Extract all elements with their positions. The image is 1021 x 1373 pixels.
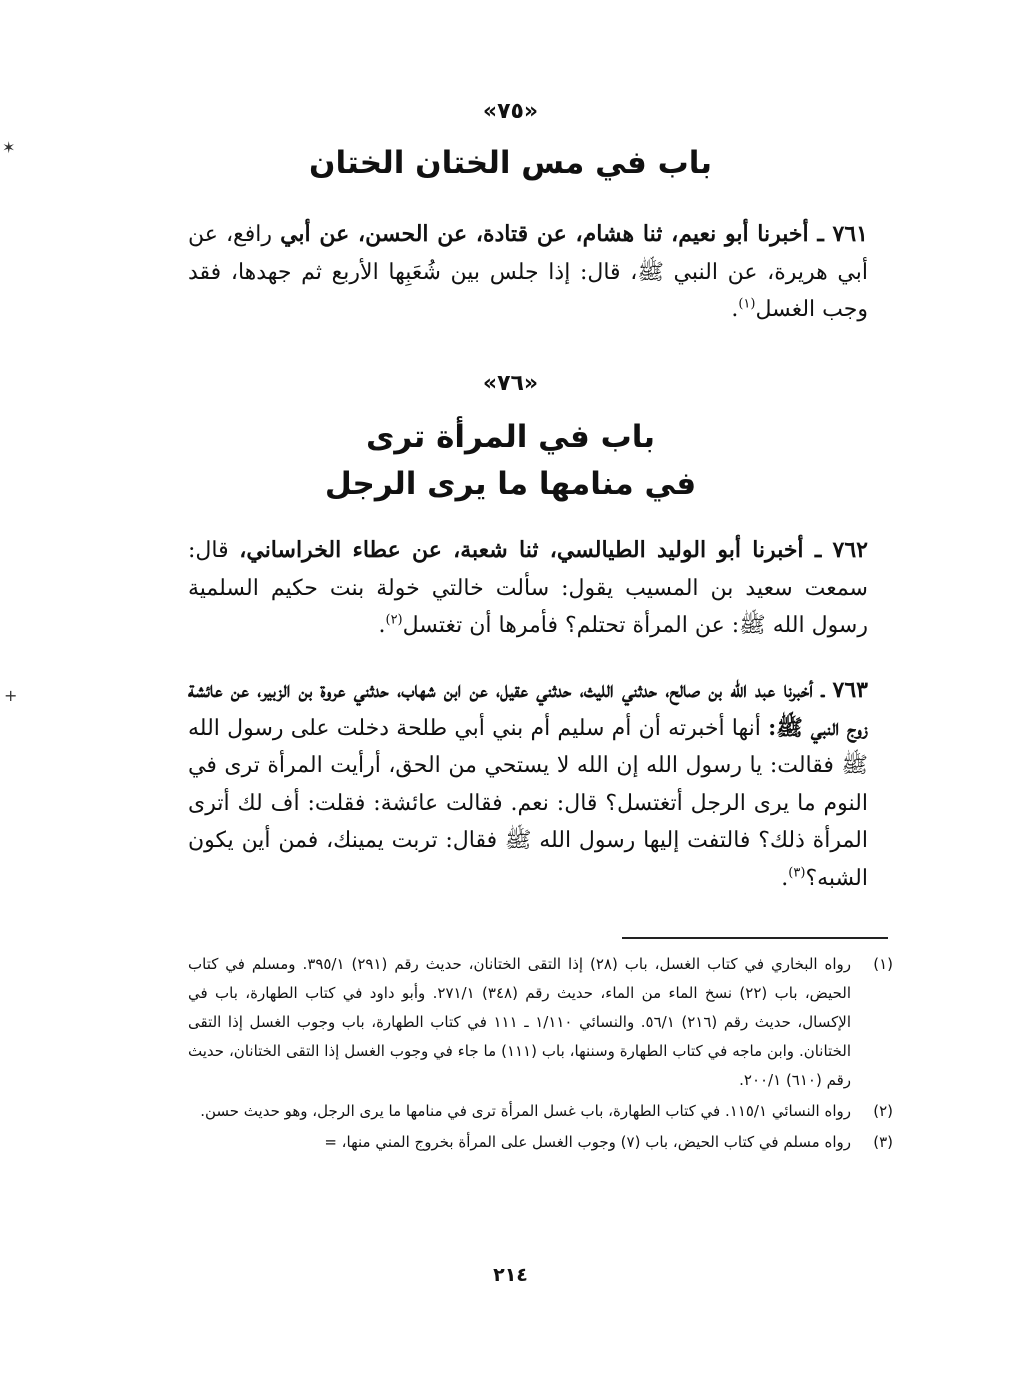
- hadith-end: .: [378, 613, 386, 638]
- footnote-number: (٢): [873, 1102, 893, 1120]
- footnote-item: [188, 950, 893, 1095]
- hadith-762: [188, 532, 868, 645]
- chapter-title: باب في مس الختان الختان: [309, 145, 712, 181]
- footnote-text: رواه مسلم في كتاب الحيض، باب (٧) وجوب الغسل على المرأة بخروج المني منها، =: [324, 1133, 851, 1151]
- chapter-title-line-2: في منامها ما يرى الرجل: [324, 466, 697, 502]
- hadith-763: [188, 672, 868, 897]
- footnote-item: [188, 1097, 893, 1126]
- hadith-matn: أنها أخبرته أن أم سليم أم بني أبي طلحة دخلت على رسول الله ﷺ فقالت: يا رسول الله إن الله لا يستحي من الحق، أرأيت المرأة ترى في النوم ما يرى الرجل أتغتسل؟ قال: نعم. فقالت عائشة: فقلت: أف لك أترى المرأة ذلك؟ فالتفت إليها رسول الله ﷺ فقال: تربت يمينك، فمن أين يكون الشبه؟: [188, 715, 868, 891]
- footnote-number: (١): [873, 955, 893, 973]
- hadith-end: .: [731, 297, 739, 322]
- hadith-isnad: ٧٦١ ـ أخبرنا أبو نعيم، ثنا هشام، عن قتادة، عن الحسن، عن أبي: [280, 221, 868, 247]
- page-number: ٢١٤: [493, 1264, 528, 1286]
- hadith-isnad: ٧٦٢ ـ أخبرنا أبو الوليد الطيالسي، ثنا شعبة، عن عطاء الخراساني،: [239, 537, 868, 563]
- margin-mark-top-left: ✶: [2, 138, 16, 157]
- footnote-item: [188, 1128, 893, 1157]
- chapter-title-line-1: باب في المرأة ترى: [365, 419, 656, 455]
- hadith-matn: رافع، عن أبي هريرة، عن النبي ﷺ، قال: إذا جلس بين شُعَبِها الأربع ثم جهدها، فقد وجب الغسل: [188, 222, 868, 322]
- footnote-marker: (١): [738, 296, 756, 312]
- hadith-matn: قال: سمعت سعيد بن المسيب يقول: سألت خالتي خولة بنت حكيم السلمية رسول الله ﷺ: عن المرأة تحتلم؟ فأمرها أن تغتسل: [188, 538, 868, 638]
- hadith-761: [188, 216, 868, 329]
- margin-mark-middle-left: +: [4, 686, 18, 705]
- footnote-text: رواه النسائي ١١٥/١. في كتاب الطهارة، باب غسل المرأة ترى في منامها ما يرى الرجل، وهو حديث حسن.: [200, 1102, 851, 1120]
- footnote-separator: [622, 937, 888, 939]
- chapter-number: «٧٦»: [482, 371, 539, 396]
- hadith-isnad: ٧٦٣ ـ أخبرنا عبد الله بن صالح، حدثني الليث، حدثني عقيل، عن ابن شهاب، حدثني عروة بن الزبير، عن عائشة زوج النبي ﷺ:: [188, 677, 868, 741]
- footnote-marker: (٢): [385, 612, 403, 628]
- chapter-number: «٧٥»: [482, 99, 539, 124]
- hadith-end: .: [781, 865, 789, 891]
- footnote-number: (٣): [873, 1133, 893, 1151]
- footnote-marker: (٣): [788, 865, 806, 881]
- footnotes: [188, 950, 893, 1159]
- footnote-text: رواه البخاري في كتاب الغسل، باب (٢٨) إذا التقى الختانان، حديث رقم (٢٩١) ٣٩٥/١. ومسلم في كتاب الحيض، باب (٢٢) نسخ الماء من الماء، حديث رقم (٣٤٨) ٢٧١/١. وأبو داود في كتاب الطهارة، باب في الإكسال، حديث رقم (٢١٦) ٥٦/١. والنسائي ١/١١٠ ـ ١١١ في كتاب الطهارة، باب وجوب الغسل إذا التقى الختانان. وابن ماجه في كتاب الطهارة وسننها، باب (١١١) ما جاء في وجوب الغسل إذا التقى الختانان، حديث رقم (٦١٠) ٢٠٠/١.: [188, 955, 852, 1089]
